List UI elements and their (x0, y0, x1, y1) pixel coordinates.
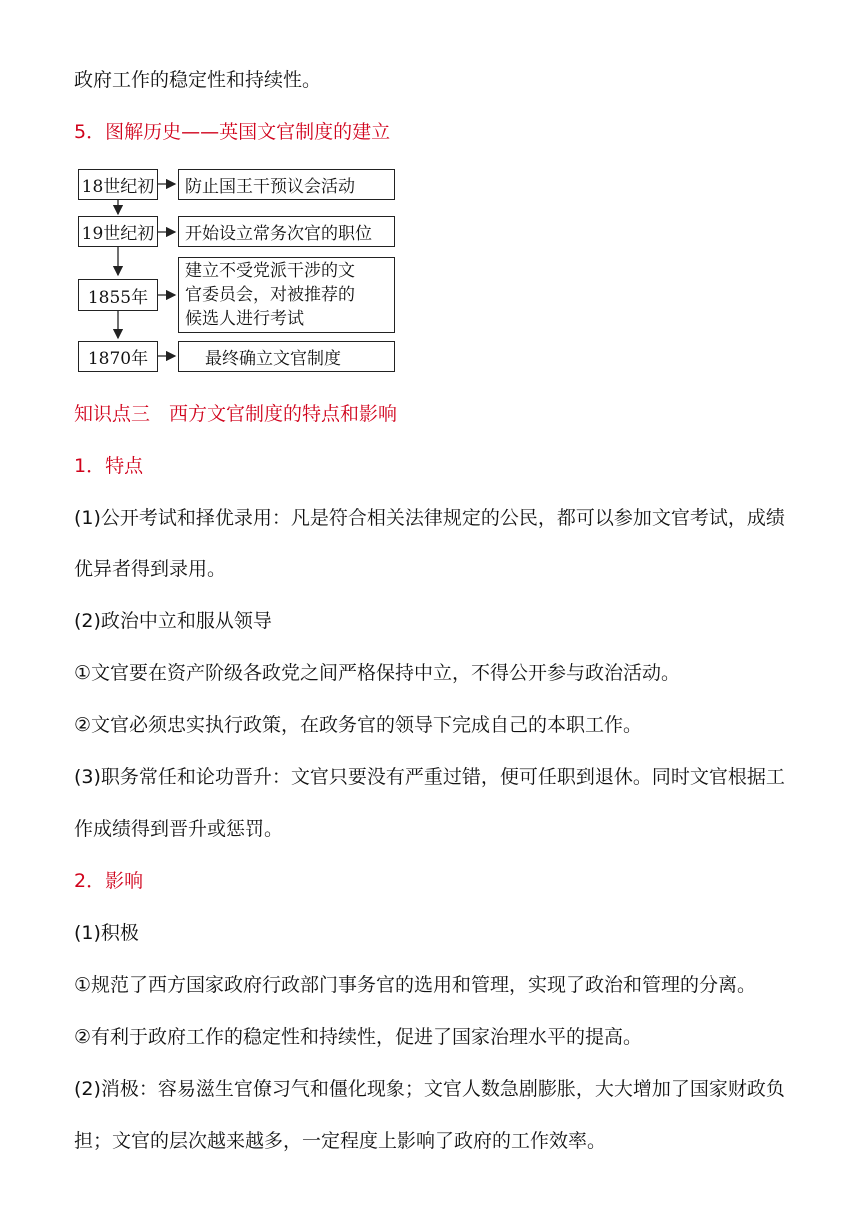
positive-point-2: ②有利于政府工作的稳定性和持续性，促进了国家治理水平的提高。 (74, 1026, 643, 1048)
event-box-2: 开始设立常务次官的职位 (178, 216, 395, 247)
positive-title: (1)积极 (74, 922, 139, 944)
event-box-3 (178, 257, 395, 333)
section-5-heading: 5．图解历史——英国文官制度的建立 (74, 121, 391, 143)
negative-line-2: 担；文官的层次越来越多，一定程度上影响了政府的工作效率。 (74, 1130, 607, 1152)
feature-1-line-2: 优异者得到录用。 (74, 558, 227, 580)
feature-1-line-1: (1)公开考试和择优录用：凡是符合相关法律规定的公民，都可以参加文官考试，成绩 (74, 507, 785, 529)
event-box-3-line-3: 候选人进行考试 (185, 309, 304, 329)
event-box-4: 最终确立文官制度 (178, 341, 395, 372)
timeline-arrows (0, 0, 860, 400)
year-box-1: 18世纪初 (78, 169, 158, 200)
intro-line: 政府工作的稳定性和持续性。 (74, 69, 322, 91)
event-box-3-line-1: 建立不受党派干涉的文 (185, 261, 355, 281)
knowledge-point-3-heading: 知识点三 西方文官制度的特点和影响 (74, 403, 398, 425)
feature-2-point-1: ①文官要在资产阶级各政党之间严格保持中立，不得公开参与政治活动。 (74, 662, 681, 684)
negative-line-1: (2)消极：容易滋生官僚习气和僵化现象；文官人数急剧膨胀，大大增加了国家财政负 (74, 1078, 785, 1100)
year-box-2: 19世纪初 (78, 216, 158, 247)
event-box-1: 防止国王干预议会活动 (178, 169, 395, 200)
features-heading: 1．特点 (74, 455, 144, 477)
event-box-3-line-2: 官委员会，对被推荐的 (185, 285, 355, 305)
influence-heading: 2．影响 (74, 870, 144, 892)
feature-3-line-2: 作成绩得到晋升或惩罚。 (74, 818, 284, 840)
feature-2-title: (2)政治中立和服从领导 (74, 610, 272, 632)
year-box-4: 1870年 (78, 341, 158, 372)
feature-2-point-2: ②文官必须忠实执行政策，在政务官的领导下完成自己的本职工作。 (74, 714, 643, 736)
year-box-3: 1855年 (78, 279, 158, 311)
positive-point-1: ①规范了西方国家政府行政部门事务官的选用和管理，实现了政治和管理的分离。 (74, 974, 757, 996)
feature-3-line-1: (3)职务常任和论功晋升：文官只要没有严重过错，便可任职到退休。同时文官根据工 (74, 766, 785, 788)
